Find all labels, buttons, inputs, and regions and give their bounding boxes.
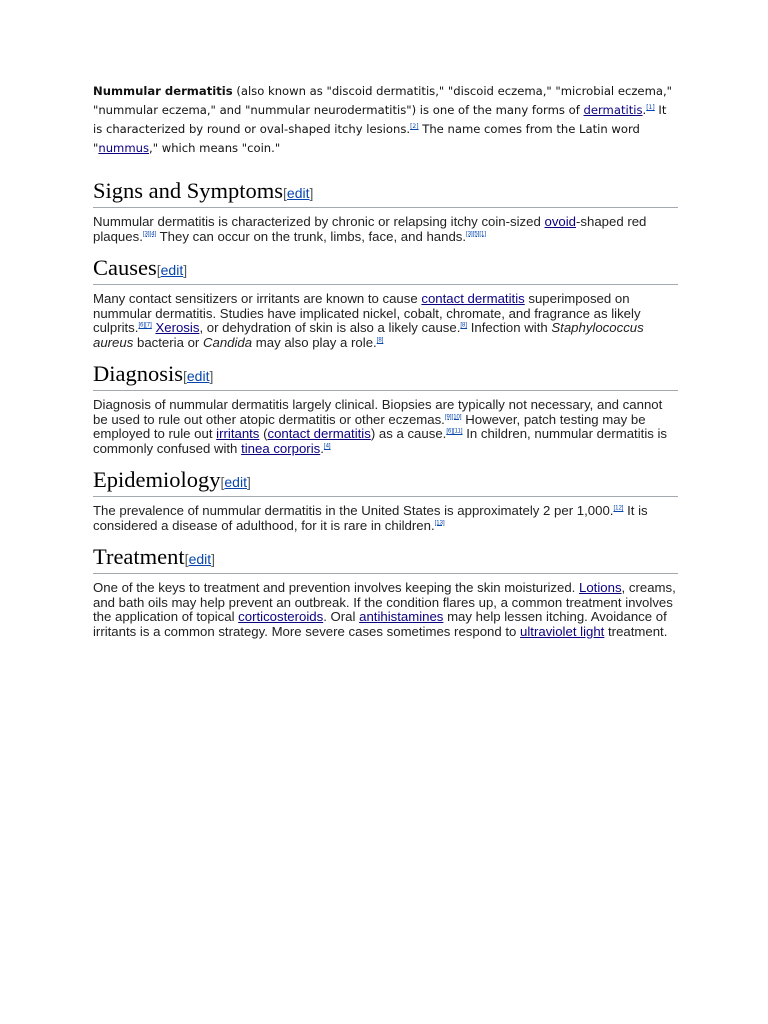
citation-link[interactable]: [8] [460, 323, 468, 330]
link-dermatitis[interactable]: dermatitis [583, 103, 643, 117]
section-signs [93, 178, 678, 244]
edit-link-diagnosis[interactable]: edit [186, 368, 210, 384]
link-nummus[interactable]: nummus [98, 141, 150, 155]
citation-link[interactable]: [12] [613, 505, 624, 512]
edit-link-signs[interactable]: edit [286, 185, 310, 201]
link-corticosteroids[interactable]: corticosteroids [238, 609, 324, 625]
causes-paragraph: Many contact sensitizers or irritants are known to cause contact dermatitis superimposed on nummular dermatitis. Studies have implicated nickel, cobalt, chromate, and fragrance as likely culprits.[6][7] Xerosis, or dehydration of skin is also a likely cause.[8] Infection with Staphylococcus aureus bacteria or Candida may also play a role.[8] [93, 291, 644, 351]
article [93, 82, 678, 640]
treatment-paragraph: One of the keys to treatment and prevention involves keeping the skin moisturized. Lotions, creams, and bath oils may help prevent an outbreak. If the condition flares up, a common treatment involves the application of topical corticosteroids. Oral antihistamines may help lessen itching. Avoidance of irritants is a common strategy. More severe cases sometimes respond to ultraviolet light treatment. [93, 580, 676, 640]
link-tinea-corporis[interactable]: tinea corporis [241, 441, 321, 457]
link-lotions[interactable]: Lotions [579, 580, 622, 595]
section-heading-epidemiology: Epidemiology[edit] [93, 467, 678, 497]
citation-link[interactable]: [6][11] [446, 429, 463, 436]
section-treatment [93, 544, 678, 640]
epidemiology-paragraph: The prevalence of nummular dermatitis in the United States is approximately 2 per 1,000.[12] It is considered a disease of adulthood, for it is rare in children.[13] [93, 503, 648, 533]
citation-link[interactable]: [9][10] [444, 414, 462, 421]
link-contact-dermatitis[interactable]: contact dermatitis [421, 291, 525, 306]
link-antihistamines[interactable]: antihistamines [359, 609, 444, 625]
citation-link[interactable]: [2] [410, 123, 419, 131]
section-diagnosis [93, 361, 678, 457]
link-ultraviolet-light[interactable]: ultraviolet light [520, 624, 605, 640]
diagnosis-paragraph: Diagnosis of nummular dermatitis largely clinical. Biopsies are typically not necessary, and cannot be used to rule out other atopic dermatitis or other eczemas.[9][10] However, patch testing may be employed to rule out irritants (contact dermatitis) as a cause.[6][11] In children, nummular dermatitis is commonly confused with tinea corporis.[4] [93, 397, 668, 457]
section-causes [93, 255, 678, 351]
citation-link[interactable]: [3][5][1] [466, 231, 487, 238]
intro-paragraph: Nummular dermatitis (also known as "discoid dermatitis," "discoid eczema," "microbial eczema," "nummular eczema," and "nummular neurodermatitis") is one of the many forms of dermatitis.[1] It is characterized by round or oval-shaped itchy lesions.[2] The name comes from the Latin word "nummus," which means "coin." [93, 84, 672, 155]
citation-link[interactable]: [1] [646, 104, 655, 112]
section-heading-signs: Signs and Symptoms[edit] [93, 178, 678, 208]
edit-link-epidemiology[interactable]: edit [224, 474, 247, 490]
section-epidemiology [93, 467, 678, 533]
edit-link-treatment[interactable]: edit [188, 551, 212, 567]
signs-paragraph: Nummular dermatitis is characterized by chronic or relapsing itchy coin-sized ovoid-shaped red plaques.[3][4] They can occur on the trunk, limbs, face, and hands.[3][5][1] [93, 214, 647, 244]
link-contact-dermatitis[interactable]: contact dermatitis [267, 426, 371, 442]
section-heading-causes: Causes[edit] [93, 255, 678, 285]
section-heading-treatment: Treatment[edit] [93, 544, 678, 574]
citation-link[interactable]: [8] [376, 337, 384, 344]
link-xerosis[interactable]: Xerosis [155, 320, 200, 336]
citation-link[interactable]: [4] [323, 443, 331, 450]
link-ovoid[interactable]: ovoid [544, 214, 577, 229]
edit-link-causes[interactable]: edit [160, 262, 184, 278]
citation-link[interactable]: [3][4] [142, 231, 157, 238]
citation-link[interactable]: [6][7] [138, 323, 152, 330]
link-irritants[interactable]: irritants [216, 426, 260, 442]
article-term: Nummular dermatitis [93, 84, 233, 98]
citation-link[interactable]: [13] [434, 520, 445, 527]
section-heading-diagnosis: Diagnosis[edit] [93, 361, 678, 391]
